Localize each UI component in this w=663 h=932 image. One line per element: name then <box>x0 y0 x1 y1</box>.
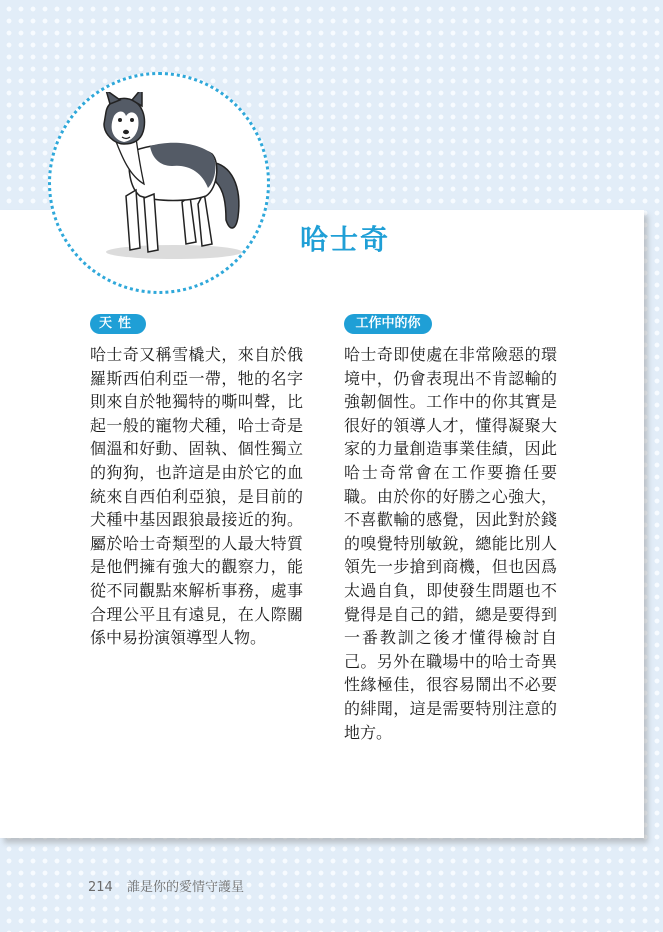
ground-shadow <box>106 245 242 259</box>
front-leg-left <box>144 194 158 252</box>
page-number: 214 <box>88 880 113 895</box>
page-title: 哈士奇 <box>300 223 391 256</box>
section-badge-nature: 天性 <box>90 314 146 334</box>
front-leg-right <box>126 190 140 250</box>
eye-right <box>130 118 134 122</box>
back-leg-right <box>198 192 212 246</box>
husky-illustration <box>92 92 252 262</box>
book-title: 誰是你的愛情守護星 <box>126 880 244 895</box>
work-paragraph: 哈士奇即使處在非常險惡的環境中，仍會表現出不肯認輸的強韌個性。工作中的你其實是很好的領導人才，懂得凝聚大家的力量創造事業佳績，因此哈士奇常會在工作要擔任要職。由於你的好勝之心強大，不喜歡輸的感覺，因此對於錢的嗅覺特別敏銳，總能比別人領先一步搶到商機，但也因爲太過自負，即使發生問題也不覺得是自己的錯，總是要得到一番教訓之後才懂得檢討自己。另外在職場中的哈士奇異性緣極佳，很容易鬧出不必要的緋聞，這是需要特別注意的地方。 <box>344 345 557 742</box>
eye-left <box>118 118 122 122</box>
back-leg-left <box>182 196 196 244</box>
section-badge-work: 工作中的你 <box>344 314 432 334</box>
page-footer <box>88 876 244 895</box>
nose <box>123 130 129 134</box>
nature-paragraph: 哈士奇又稱雪橇犬，來自於俄羅斯西伯利亞一帶，牠的名字則來自於牠獨特的嘶叫聲，比起一般的寵物犬種，哈士奇是個溫和好動、固執、個性獨立的狗狗，也許這是由於它的血統來自西伯利亞狼，是目前的犬種中基因跟狼最接近的狗。屬於哈士奇類型的人最大特質是他們擁有強大的觀察力，能從不同觀點來解析事務，處事合理公平且有遠見，在人際關係中易扮演領導型人物。 <box>90 345 303 648</box>
